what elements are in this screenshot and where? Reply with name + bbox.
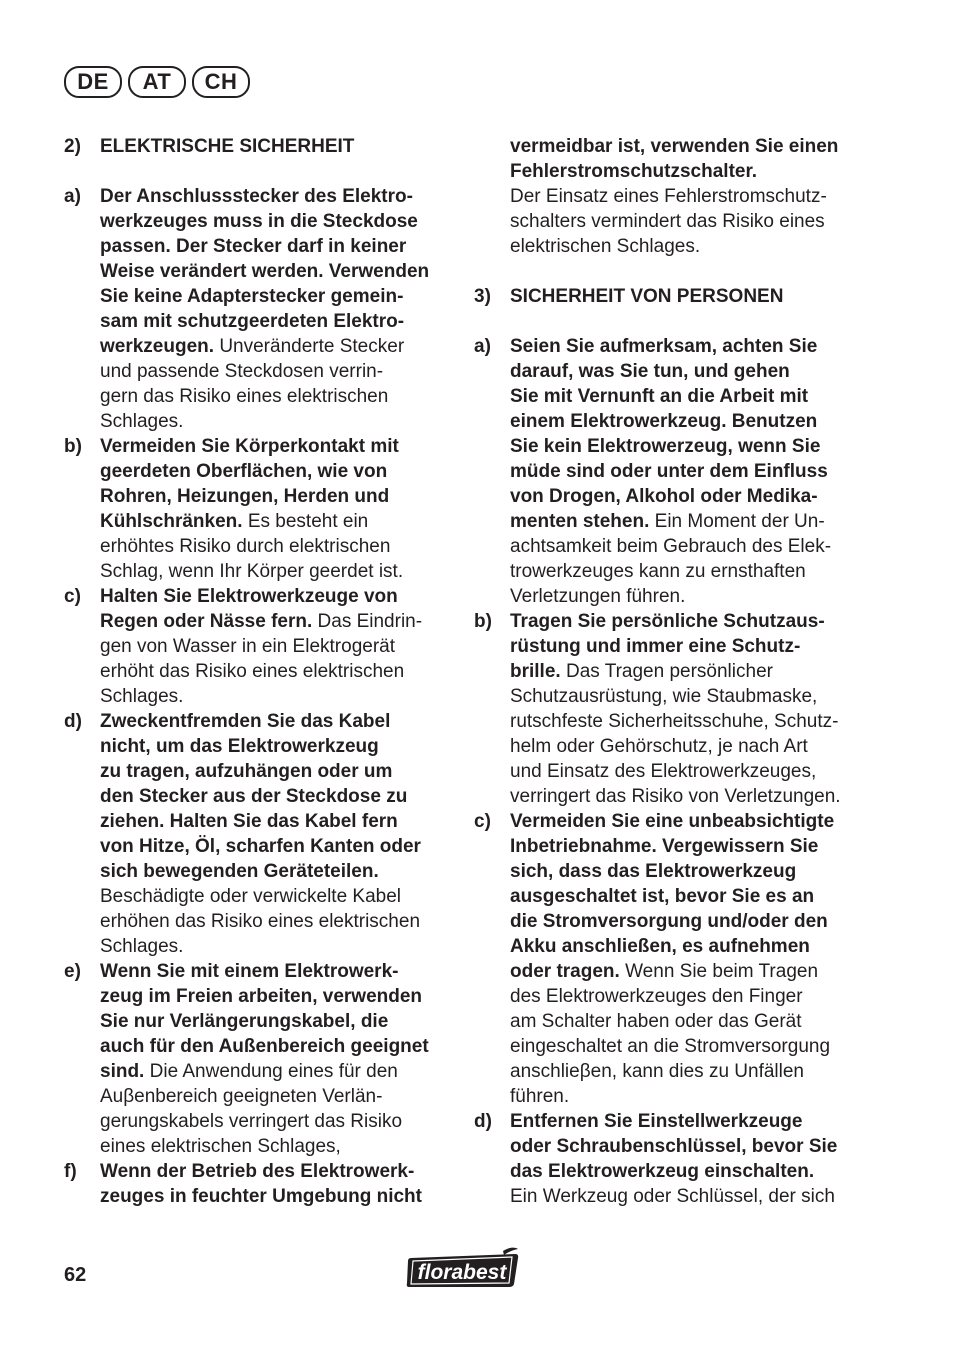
item-text — [100, 184, 464, 434]
list-item — [64, 434, 464, 584]
list-item — [64, 584, 464, 709]
item-label: d) — [474, 1111, 492, 1132]
item-bold-text: Seien Sie aufmerksam, achten Sie darauf, was Sie tun, und gehen Sie mit Vernunft an die Arbeit mit einem Elektrowerkzeug. Benutzen Sie kein Elektrowerzeug, wenn Sie müde sind oder unter dem Einfluss von Drogen, Alkohol oder Medika- menten stehen. — [510, 336, 828, 532]
country-badge-at: AT — [128, 66, 186, 98]
item-bold-text: Vermeiden Sie eine unbeabsichtigte Inbetriebnahme. Vergewissern Sie sich, dass das Elektrowerkzeug ausgeschaltet ist, bevor Sie es an die Stromversorgung und/oder den Akku anschließen, es aufnehmen oder tragen. — [510, 811, 835, 982]
item-label: c) — [474, 811, 491, 832]
country-badges — [64, 66, 250, 98]
list-item — [64, 959, 464, 1159]
item-normal-text: Es besteht ein erhöhtes Risiko durch elektrischen Schlag, wenn Ihr Körper geerdet ist. — [100, 511, 404, 582]
item-bold-text: Wenn der Betrieb des Elektrowerk- zeuges in feuchter Umgebung nicht — [100, 1161, 422, 1207]
item-text — [100, 1159, 464, 1209]
florabest-logo — [405, 1246, 521, 1295]
item-normal-text: Wenn Sie beim Tragen des Elektrowerkzeuges den Finger am Schalter haben oder das Gerät eingeschaltet an die Stromversorgung anschlieβen, kann dies zu Unfällen führen. — [510, 961, 831, 1107]
logo-text: florabest — [417, 1261, 507, 1284]
item-text — [100, 584, 464, 709]
continuation-normal: Der Einsatz eines Fehlerstromschutz- schalters vermindert das Risiko eines elektrischen Schlages. — [510, 186, 827, 257]
list-item — [474, 609, 884, 809]
item-text — [100, 434, 464, 584]
item-text — [100, 959, 464, 1159]
continuation-paragraph — [474, 134, 884, 259]
list-item — [64, 1159, 464, 1209]
section-title: ELEKTRISCHE SICHERHEIT — [100, 136, 355, 157]
list-item — [474, 809, 884, 1109]
item-bold-text: Der Anschlussstecker des Elektro- werkzeuges muss in die Steckdose passen. Der Stecker darf in keiner Weise verändert werden. Verwenden Sie keine Adapterstecker gemein- sam mit schutzgeerdeten Elektro- werkzeugen. — [100, 186, 430, 357]
left-column — [64, 134, 464, 1209]
item-normal-text: Ein Werkzeug oder Schlüssel, der sich — [510, 1186, 835, 1207]
item-bold-text: Zweckentfremden Sie das Kabel nicht, um das Elektrowerkzeug zu tragen, aufzuhängen oder um den Stecker aus der Steckdose zu ziehen. Halten Sie das Kabel fern von Hitze, Öl, scharfen Kanten oder sich bewegenden Geräteteilen. — [100, 711, 421, 882]
item-text — [510, 334, 884, 609]
item-normal-text: Das Eindrin- gen von Wasser in ein Elektrogerät erhöht das Risiko eines elektrischen Schlages. — [100, 611, 423, 707]
item-text — [510, 809, 884, 1109]
item-bold-text: Entfernen Sie Einstellwerkzeuge oder Schraubenschlüssel, bevor Sie das Elektrowerkzeug einschalten. — [510, 1111, 838, 1182]
item-text — [510, 609, 884, 809]
item-normal-text: Unveränderte Stecker und passende Steckdosen verrin- gern das Risiko eines elektrischen Schlages. — [100, 336, 405, 432]
item-normal-text: Ein Moment der Un- achtsamkeit beim Gebrauch des Elek- trowerkzeuges kann zu ernsthaften Verletzungen führen. — [510, 511, 832, 607]
item-label: e) — [64, 961, 81, 982]
right-column — [474, 134, 884, 1209]
item-label: b) — [64, 436, 82, 457]
item-label: d) — [64, 711, 82, 732]
list-item — [64, 709, 464, 959]
list-item — [474, 334, 884, 609]
item-bold-text: Tragen Sie persönliche Schutzaus- rüstung und immer eine Schutz- brille. — [510, 611, 825, 682]
item-label: a) — [474, 336, 491, 357]
section-heading — [474, 284, 884, 309]
item-bold-text: Wenn Sie mit einem Elektrowerk- zeug im Freien arbeiten, verwenden Sie nur Verlängerungskabel, die auch für den Außenbereich geeignet sind. — [100, 961, 429, 1082]
item-text — [100, 709, 464, 959]
item-normal-text: Beschädigte oder verwickelte Kabel erhöhen das Risiko eines elektrischen Schlages. — [100, 886, 421, 957]
item-normal-text: Das Tragen persönlicher Schutzausrüstung, wie Staubmaske, rutschfeste Sicherheitsschuhe, Schutz- helm oder Gehörschutz, je nach Art und Einsatz des Elektrowerkzeuges, verringert das Risiko von Verletzungen. — [510, 661, 841, 807]
country-badge-de: DE — [64, 66, 122, 98]
section-heading — [64, 134, 464, 159]
section-title: SICHERHEIT VON PERSONEN — [510, 286, 784, 307]
item-normal-text: Die Anwendung eines für den Auβenbereich geeigneten Verlän- gerungskabels verringert das Risiko eines elektrischen Schlages, — [100, 1061, 403, 1157]
country-badge-ch: CH — [192, 66, 250, 98]
page-number: 62 — [64, 1264, 87, 1286]
continuation-bold: vermeidbar ist, verwenden Sie einen Fehlerstromschutzschalter. — [510, 136, 839, 182]
item-text — [510, 1109, 884, 1209]
list-item — [474, 1109, 884, 1209]
section-number: 2) — [64, 136, 81, 157]
item-bold-text: Vermeiden Sie Körperkontakt mit geerdeten Oberflächen, wie von Rohren, Heizungen, Herden und Kühlschränken. — [100, 436, 399, 532]
item-label: c) — [64, 586, 81, 607]
section-number: 3) — [474, 286, 491, 307]
item-label: f) — [64, 1161, 77, 1182]
item-label: b) — [474, 611, 492, 632]
list-item — [64, 184, 464, 434]
item-bold-text: Halten Sie Elektrowerkzeuge von Regen oder Nässe fern. — [100, 586, 398, 632]
item-label: a) — [64, 186, 81, 207]
